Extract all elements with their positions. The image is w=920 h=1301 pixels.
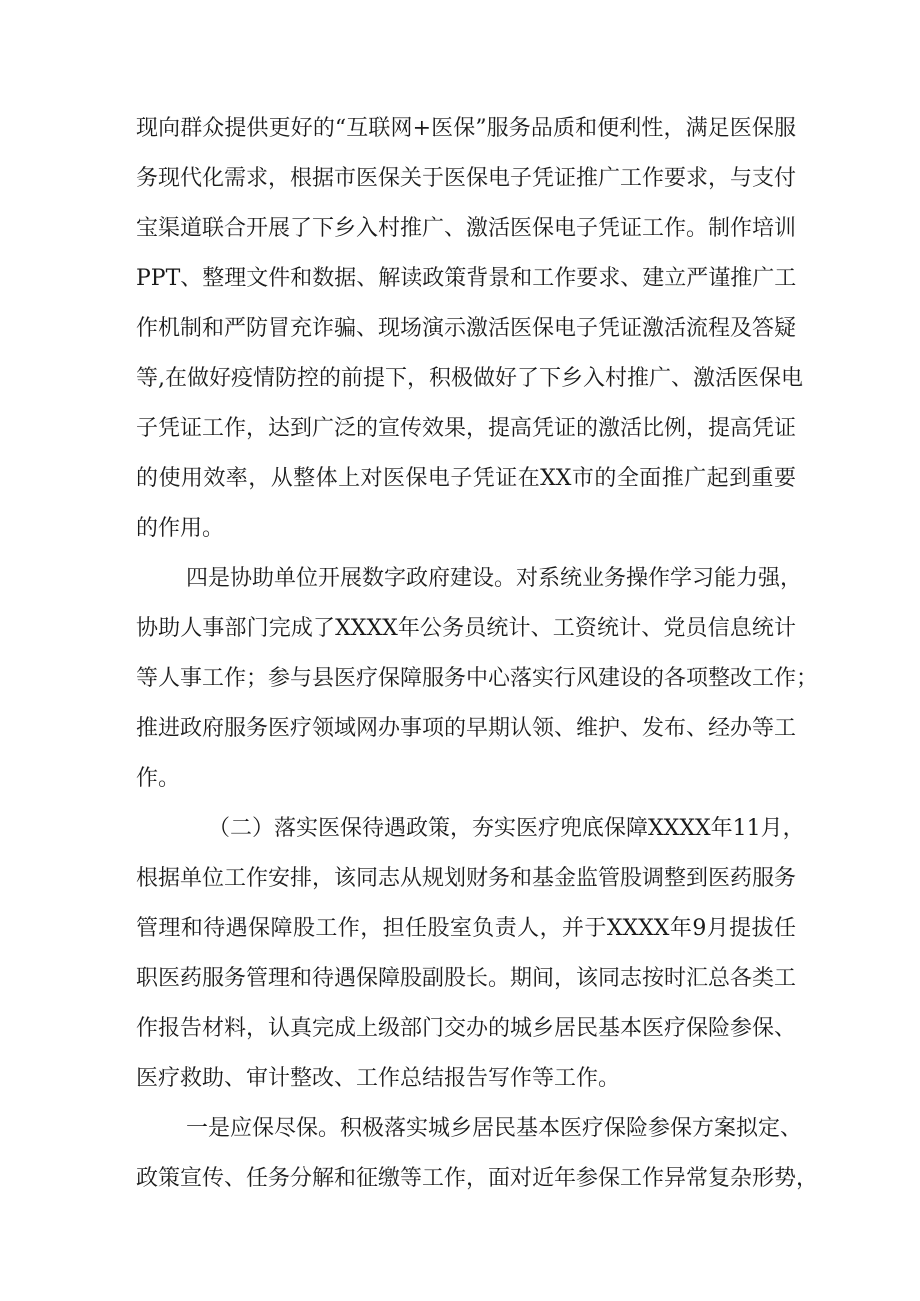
section-heading-line: （二）落实医保待遇政策，夯实医疗兜底保障XXXX年11月， xyxy=(208,816,805,841)
paragraph-line: 政策宣传、任务分解和征缴等工作，面对近年参保工作异常复杂形势， xyxy=(136,1166,819,1191)
paragraph-line: PPT、整理文件和数据、解读政策背景和工作要求、建立严谨推广工 xyxy=(136,266,797,291)
paragraph-line: 作报告材料，认真完成上级部门交办的城乡居民基本医疗保险参保、 xyxy=(136,1016,797,1041)
paragraph-line: 现向群众提供更好的“互联网+医保”服务品质和便利性，满足医保服 xyxy=(136,116,796,141)
paragraph-line: 的使用效率，从整体上对医保电子凭证在XX市的全面推广起到重要 xyxy=(136,466,796,491)
paragraph-line: 四是协助单位开展数字政府建设。对系统业务操作学习能力强， xyxy=(186,566,803,591)
paragraph-line: 等人事工作；参与县医疗保障服务中心落实行风建设的各项整改工作； xyxy=(136,666,819,691)
paragraph-line: 根据单位工作安排，该同志从规划财务和基金监管股调整到医药服务 xyxy=(136,866,797,891)
paragraph-line: 等,在做好疫情防控的前提下，积极做好了下乡入村推广、激活医保电 xyxy=(136,366,803,391)
paragraph-line: 作机制和严防冒充诈骗、现场演示激活医保电子凭证激活流程及答疑 xyxy=(136,316,797,341)
paragraph-line: 宝渠道联合开展了下乡入村推广、激活医保电子凭证工作。制作培训 xyxy=(136,216,797,241)
paragraph-line: 医疗救助、审计整改、工作总结报告写作等工作。 xyxy=(136,1066,621,1091)
paragraph-line: 一是应保尽保。积极落实城乡居民基本医疗保险参保方案拟定、 xyxy=(186,1116,803,1141)
paragraph-line: 的作用。 xyxy=(136,516,225,541)
paragraph-line: 子凭证工作，达到广泛的宣传效果，提高凭证的激活比例，提高凭证 xyxy=(136,416,797,441)
paragraph-line: 协助人事部门完成了XXXX年公务员统计、工资统计、党员信息统计 xyxy=(136,616,796,641)
paragraph-line: 推进政府服务医疗领域网办事项的早期认领、维护、发布、经办等工 xyxy=(136,716,797,741)
paragraph-line: 管理和待遇保障股工作，担任股室负责人，并于XXXX年9月提拔任 xyxy=(136,916,796,941)
paragraph-line: 务现代化需求，根据市医保关于医保电子凭证推广工作要求，与支付 xyxy=(136,166,797,191)
paragraph-line: 职医药服务管理和待遇保障股副股长。期间，该同志按时汇总各类工 xyxy=(136,966,797,991)
paragraph-line: 作。 xyxy=(136,766,181,791)
